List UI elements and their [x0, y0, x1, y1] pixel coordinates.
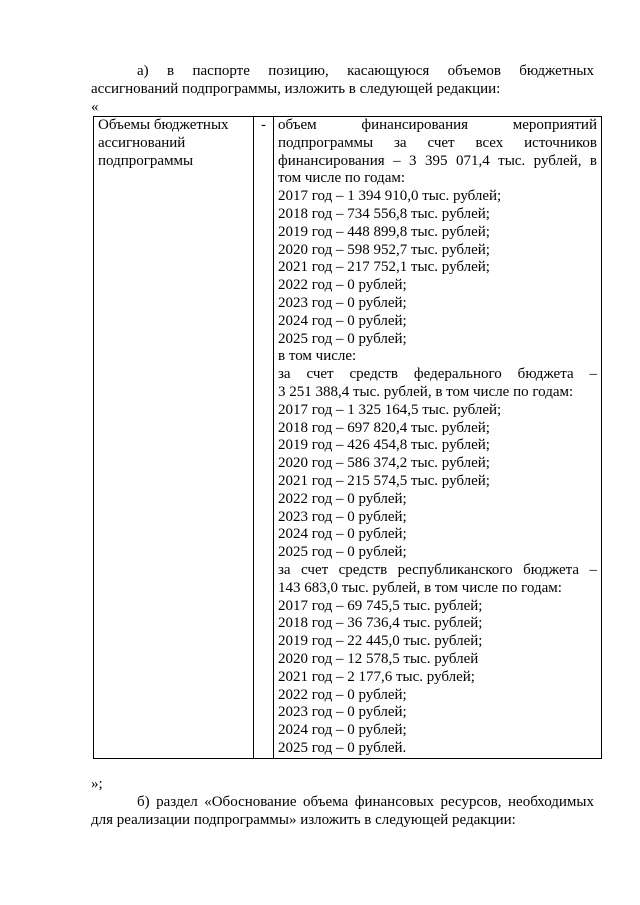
funding-line: финансирования – 3 395 071,4 тыс. рублей, в [278, 152, 597, 169]
funding-line: 2019 год – 22 445,0 тыс. рублей; [278, 633, 483, 650]
funding-line: 2020 год – 12 578,5 тыс. рублей [278, 650, 479, 667]
row-label-cell [94, 117, 254, 759]
funding-line: 2021 год – 215 574,5 тыс. рублей; [278, 472, 490, 489]
label-line-1: Объемы бюджетных [98, 117, 229, 133]
funding-line: в том числе: [278, 348, 357, 365]
funding-line: 2024 год – 0 рублей; [278, 526, 407, 543]
passport-row-budget-allocations [94, 117, 602, 759]
funding-line: за счет средств федерального бюджета – [278, 366, 597, 383]
funding-line: подпрограммы за счет всех источников [278, 134, 597, 151]
funding-line: 2022 год – 0 рублей; [278, 686, 407, 703]
funding-line: 2021 год – 217 752,1 тыс. рублей; [278, 259, 490, 276]
label-line-2: ассигнований [98, 134, 186, 151]
paragraph-b [91, 793, 594, 829]
closing-quote: »; [91, 776, 103, 792]
paragraph-b-line-2: для реализации подпрограммы» изложить в следующей редакции: [91, 812, 516, 828]
opening-quote: « [91, 99, 99, 115]
label-line-3: подпрограммы [98, 152, 194, 169]
funding-line: 2018 год – 734 556,8 тыс. рублей; [278, 205, 490, 222]
funding-line: 2024 год – 0 рублей; [278, 722, 407, 739]
funding-line: 3 251 388,4 тыс. рублей, в том числе по годам: [278, 383, 574, 400]
funding-line: 2020 год – 598 952,7 тыс. рублей; [278, 241, 490, 258]
funding-line: 2023 год – 0 рублей; [278, 704, 407, 721]
funding-line: 2022 год – 0 рублей; [278, 490, 407, 507]
funding-line: 143 683,0 тыс. рублей, в том числе по годам: [278, 579, 562, 596]
funding-line: 2023 год – 0 рублей; [278, 508, 407, 525]
funding-line: 2017 год – 69 745,5 тыс. рублей; [278, 597, 483, 614]
funding-line: 2018 год – 697 820,4 тыс. рублей; [278, 419, 490, 436]
funding-line: том числе по годам: [278, 170, 406, 187]
funding-line: 2025 год – 0 рублей; [278, 330, 407, 347]
funding-line: 2024 год – 0 рублей; [278, 312, 407, 329]
funding-content-cell [274, 117, 602, 759]
funding-line: объем финансирования мероприятий [278, 117, 597, 133]
funding-line: 2025 год – 0 рублей. [278, 739, 407, 756]
paragraph-a [91, 62, 594, 98]
funding-line: за счет средств республиканского бюджета – [278, 561, 597, 578]
funding-line: 2020 год – 586 374,2 тыс. рублей; [278, 455, 490, 472]
funding-line: 2019 год – 426 454,8 тыс. рублей; [278, 437, 490, 454]
funding-line: 2017 год – 1 394 910,0 тыс. рублей; [278, 188, 502, 205]
funding-line: 2023 год – 0 рублей; [278, 294, 407, 311]
funding-line: 2017 год – 1 325 164,5 тыс. рублей; [278, 401, 502, 418]
dash-cell: - [254, 117, 274, 759]
paragraph-a-line-1: а) в паспорте позицию, касающуюся объемов бюджетных [137, 63, 594, 79]
funding-line: 2019 год – 448 899,8 тыс. рублей; [278, 223, 490, 240]
passport-table [93, 116, 602, 759]
paragraph-b-line-1: б) раздел «Обоснование объема финансовых ресурсов, необходимых [137, 794, 594, 810]
funding-line: 2022 год – 0 рублей; [278, 277, 407, 294]
funding-line: 2025 год – 0 рублей; [278, 544, 407, 561]
funding-line: 2021 год – 2 177,6 тыс. рублей; [278, 668, 475, 685]
funding-line: 2018 год – 36 736,4 тыс. рублей; [278, 615, 483, 632]
paragraph-a-line-2: ассигнований подпрограммы, изложить в следующей редакции: [91, 81, 501, 97]
